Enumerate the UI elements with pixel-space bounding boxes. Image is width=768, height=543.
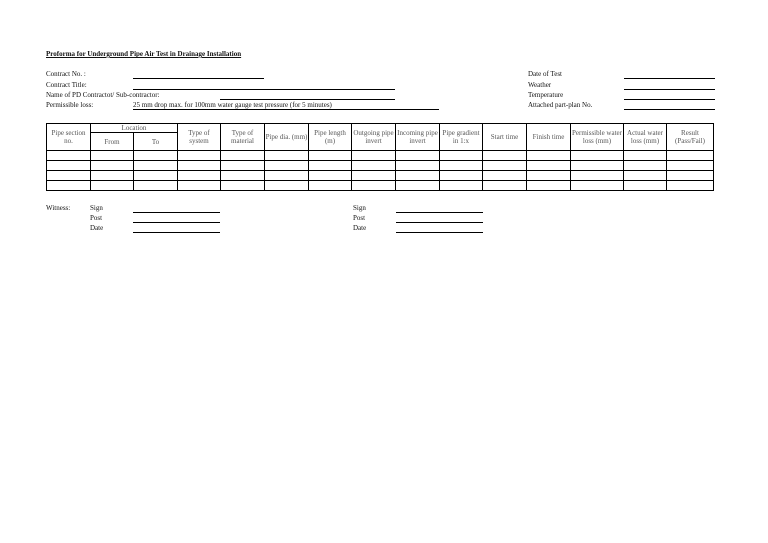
table-cell[interactable] bbox=[221, 151, 265, 161]
header-pipe-gradient: Pipe gradient in 1:x bbox=[440, 124, 483, 151]
table-cell[interactable] bbox=[91, 181, 134, 191]
table-cell[interactable] bbox=[396, 171, 440, 181]
table-cell[interactable] bbox=[265, 151, 309, 161]
witness-right-sign-label: Sign bbox=[353, 204, 366, 212]
attached-plan-label: Attached part-plan No. bbox=[528, 101, 593, 109]
table-row bbox=[47, 171, 714, 181]
table-cell[interactable] bbox=[47, 151, 91, 161]
table-cell[interactable] bbox=[134, 171, 178, 181]
header-type-material: Type of material bbox=[221, 124, 265, 151]
table-cell[interactable] bbox=[483, 151, 527, 161]
table-cell[interactable] bbox=[483, 171, 527, 181]
header-location: Location bbox=[91, 124, 178, 133]
table-cell[interactable] bbox=[134, 151, 178, 161]
header-permissible-water-loss: Permissible water loss (mm) bbox=[571, 124, 624, 151]
header-finish-time: Finish time bbox=[527, 124, 571, 151]
witness-right-sign-field[interactable] bbox=[396, 212, 483, 213]
header-outgoing-invert: Outgoing pipe invert bbox=[352, 124, 396, 151]
table-cell[interactable] bbox=[265, 181, 309, 191]
header-result: Result (Pass/Fail) bbox=[667, 124, 714, 151]
witness-left-post-label: Post bbox=[90, 214, 103, 222]
witness-right-date-field[interactable] bbox=[396, 232, 483, 233]
header-from: From bbox=[91, 133, 134, 151]
weather-field[interactable] bbox=[624, 89, 715, 90]
weather-label: Weather bbox=[528, 81, 552, 89]
table-cell[interactable] bbox=[396, 151, 440, 161]
table-cell[interactable] bbox=[624, 151, 667, 161]
header-to: To bbox=[134, 133, 178, 151]
witness-label: Witness: bbox=[46, 204, 71, 212]
table-cell[interactable] bbox=[91, 151, 134, 161]
table-row bbox=[47, 151, 714, 161]
table-cell[interactable] bbox=[309, 161, 352, 171]
table-cell[interactable] bbox=[396, 161, 440, 171]
witness-left-sign-label: Sign bbox=[90, 204, 103, 212]
table-cell[interactable] bbox=[221, 161, 265, 171]
contract-no-label: Contract No. : bbox=[46, 70, 86, 78]
table-cell[interactable] bbox=[91, 161, 134, 171]
table-cell[interactable] bbox=[178, 171, 221, 181]
date-of-test-label: Date of Test bbox=[528, 70, 562, 78]
table-cell[interactable] bbox=[571, 161, 624, 171]
table-cell[interactable] bbox=[624, 161, 667, 171]
table-cell[interactable] bbox=[527, 171, 571, 181]
table-cell[interactable] bbox=[571, 171, 624, 181]
witness-right-post-field[interactable] bbox=[396, 222, 483, 223]
witness-right-date-label: Date bbox=[353, 224, 367, 232]
table-cell[interactable] bbox=[178, 161, 221, 171]
table-cell[interactable] bbox=[527, 161, 571, 171]
table-cell[interactable] bbox=[483, 161, 527, 171]
table-cell[interactable] bbox=[352, 181, 396, 191]
table-cell[interactable] bbox=[265, 171, 309, 181]
table-cell[interactable] bbox=[91, 171, 134, 181]
witness-left-date-label: Date bbox=[90, 224, 104, 232]
table-cell[interactable] bbox=[352, 161, 396, 171]
table-cell[interactable] bbox=[396, 181, 440, 191]
table-cell[interactable] bbox=[667, 151, 714, 161]
table-cell[interactable] bbox=[624, 171, 667, 181]
table-cell[interactable] bbox=[440, 151, 483, 161]
table-cell[interactable] bbox=[440, 161, 483, 171]
table-cell[interactable] bbox=[134, 181, 178, 191]
table-cell[interactable] bbox=[527, 151, 571, 161]
witness-left-sign-field[interactable] bbox=[133, 212, 220, 213]
header-pipe-section: Pipe section no. bbox=[47, 124, 91, 151]
table-row bbox=[47, 161, 714, 171]
table-cell[interactable] bbox=[221, 181, 265, 191]
contract-title-field[interactable] bbox=[133, 89, 395, 90]
header-type-system: Type of system bbox=[178, 124, 221, 151]
test-record-table bbox=[46, 123, 714, 191]
permissible-loss-value: 25 mm drop max. for 100mm water gauge test pressure (for 5 minutes) bbox=[133, 101, 332, 109]
witness-left-date-field[interactable] bbox=[133, 232, 220, 233]
table-row bbox=[47, 181, 714, 191]
table-cell[interactable] bbox=[624, 181, 667, 191]
witness-right-post-label: Post bbox=[353, 214, 366, 222]
table-cell[interactable] bbox=[309, 151, 352, 161]
header-pipe-length: Pipe length (m) bbox=[309, 124, 352, 151]
table-cell[interactable] bbox=[571, 151, 624, 161]
witness-left-post-field[interactable] bbox=[133, 222, 220, 223]
header-actual-water-loss: Actual water loss (mm) bbox=[624, 124, 667, 151]
date-of-test-field[interactable] bbox=[624, 78, 715, 79]
table-cell[interactable] bbox=[667, 181, 714, 191]
permissible-loss-field[interactable] bbox=[133, 109, 439, 110]
table-cell[interactable] bbox=[309, 171, 352, 181]
table-cell[interactable] bbox=[309, 181, 352, 191]
permissible-loss-label: Permissible loss: bbox=[46, 101, 94, 109]
table-cell[interactable] bbox=[221, 171, 265, 181]
table-cell[interactable] bbox=[47, 161, 91, 171]
temperature-label: Temperature bbox=[528, 91, 564, 99]
temperature-field[interactable] bbox=[624, 99, 715, 100]
table-cell[interactable] bbox=[667, 171, 714, 181]
table-cell[interactable] bbox=[483, 181, 527, 191]
form-title: Proforma for Underground Pipe Air Test in Drainage Installation bbox=[46, 50, 242, 58]
attached-plan-field[interactable] bbox=[624, 109, 715, 110]
table-cell[interactable] bbox=[440, 181, 483, 191]
table-cell[interactable] bbox=[352, 151, 396, 161]
header-incoming-invert: Incoming pipe invert bbox=[396, 124, 440, 151]
table-cell[interactable] bbox=[47, 181, 91, 191]
table-cell[interactable] bbox=[440, 171, 483, 181]
contractor-label: Name of PD Contractot/ Sub-contractor: bbox=[46, 91, 160, 99]
table-cell[interactable] bbox=[47, 171, 91, 181]
table-cell[interactable] bbox=[265, 161, 309, 171]
table-cell[interactable] bbox=[527, 181, 571, 191]
table-cell[interactable] bbox=[571, 181, 624, 191]
table-cell[interactable] bbox=[178, 151, 221, 161]
table-cell[interactable] bbox=[134, 161, 178, 171]
table-cell[interactable] bbox=[178, 181, 221, 191]
contractor-field[interactable] bbox=[220, 99, 395, 100]
table-cell[interactable] bbox=[352, 171, 396, 181]
header-start-time: Start time bbox=[483, 124, 527, 151]
contract-title-label: Contract Title: bbox=[46, 81, 87, 89]
contract-no-field[interactable] bbox=[133, 78, 264, 79]
table-cell[interactable] bbox=[667, 161, 714, 171]
header-pipe-dia: Pipe dia. (mm) bbox=[265, 124, 309, 151]
